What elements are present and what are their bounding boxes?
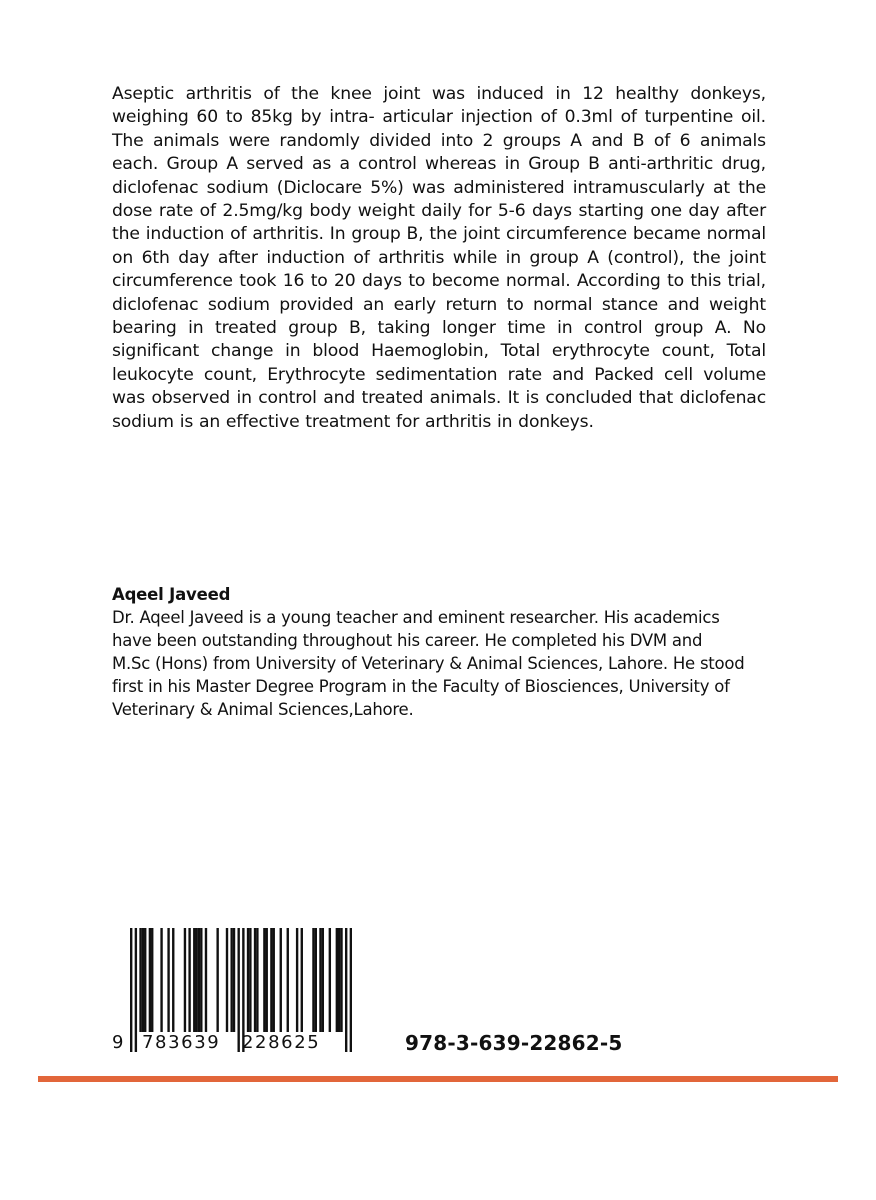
barcode-bar <box>193 928 195 1032</box>
barcode-bar <box>270 928 272 1032</box>
barcode-bar <box>350 928 352 1052</box>
barcode-bar <box>172 928 174 1032</box>
barcode-bar <box>345 928 347 1052</box>
barcode-bar <box>160 928 162 1032</box>
barcode-bar <box>149 928 151 1032</box>
barcode-bar <box>151 928 153 1032</box>
author-name: Aqeel Javeed <box>112 585 231 604</box>
barcode-bar <box>144 928 146 1032</box>
barcode-bar <box>329 928 331 1032</box>
barcode-bar <box>130 928 132 1052</box>
barcode-bar <box>135 928 137 1052</box>
barcode-bar <box>233 928 235 1032</box>
barcode-bar <box>312 928 314 1032</box>
footer-rule <box>38 1076 838 1082</box>
barcode-bar <box>266 928 268 1032</box>
barcode-bar <box>338 928 340 1032</box>
barcode-bar <box>319 928 321 1032</box>
barcode <box>112 928 364 1060</box>
author-section <box>112 584 772 721</box>
barcode-bar <box>340 928 342 1032</box>
barcode-digits-right: 228625 <box>242 1032 321 1053</box>
barcode-bar <box>195 928 197 1032</box>
barcode-bar <box>198 928 200 1032</box>
barcode-bar <box>254 928 256 1032</box>
barcode-bar <box>287 928 289 1032</box>
barcode-digits-left: 783639 <box>142 1032 221 1053</box>
barcode-bar <box>315 928 317 1032</box>
author-bio-line: Veterinary & Animal Sciences,Lahore. <box>112 700 414 719</box>
barcode-bar <box>237 928 239 1052</box>
barcode-bar <box>167 928 169 1032</box>
barcode-bar <box>263 928 265 1032</box>
barcode-bar <box>280 928 282 1032</box>
barcode-bar <box>230 928 232 1032</box>
author-bio-line: Dr. Aqeel Javeed is a young teacher and eminent researcher. His academics <box>112 608 720 627</box>
author-bio <box>112 606 772 721</box>
isbn-number: 978-3-639-22862-5 <box>405 1031 623 1055</box>
barcode-bar <box>200 928 202 1032</box>
barcode-bar <box>296 928 298 1032</box>
barcode-bar <box>216 928 218 1032</box>
author-bio-line: first in his Master Degree Program in the Faculty of Biosciences, University of <box>112 677 730 696</box>
barcode-bar <box>322 928 324 1032</box>
barcode-bar <box>188 928 190 1032</box>
barcode-bar <box>249 928 251 1032</box>
author-bio-line: have been outstanding throughout his career. He completed his DVM and <box>112 631 703 650</box>
barcode-bar <box>256 928 258 1032</box>
barcode-bar <box>226 928 228 1032</box>
barcode-bar <box>301 928 303 1032</box>
abstract-text: Aseptic arthritis of the knee joint was induced in 12 healthy donkeys, weighing 60 to 85kg by intra- articular injection of 0.3ml of turpentine oil. The animals were randomly divided into 2 groups A and B of 6 animals each. Group A served as a control whereas in Group B anti-arthritic drug, diclofenac sodium (Diclocare 5%) was administered intramuscularly at the dose rate of 2.5mg/kg body weight daily for 5-6 days starting one day after the induction of arthritis. In group B, the joint circumference became normal on 6th day after induction of arthritis while in group A (control), the joint circumference took 16 to 20 days to become normal. According to this trial, diclofenac sodium provided an early return to normal stance and weight bearing in treated group B, taking longer time in control group A. No significant change in blood Haemoglobin, Total erythrocyte count, Total leukocyte count, Erythrocyte sedimentation rate and Packed cell volume was observed in control and treated animals. It is concluded that diclofenac sodium is an effective treatment for arthritis in donkeys. <box>112 84 766 432</box>
barcode-bar <box>247 928 249 1032</box>
barcode-bar <box>205 928 207 1032</box>
barcode-bar <box>139 928 141 1032</box>
barcode-bar <box>273 928 275 1032</box>
author-bio-line: M.Sc (Hons) from University of Veterinary & Animal Sciences, Lahore. He stood <box>112 654 745 673</box>
barcode-bar <box>142 928 144 1032</box>
barcode-bar <box>336 928 338 1032</box>
barcode-bar <box>184 928 186 1032</box>
barcode-lead-digit: 9 <box>112 1032 124 1053</box>
